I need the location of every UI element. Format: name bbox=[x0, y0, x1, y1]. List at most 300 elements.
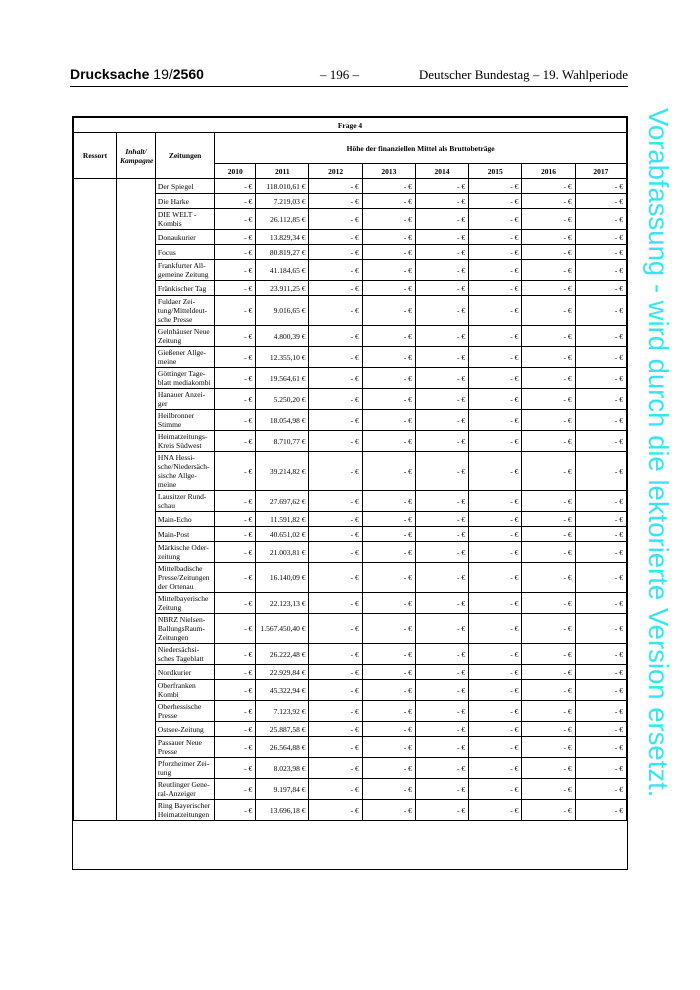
newspaper-name: Oberhessische Presse bbox=[155, 701, 214, 722]
col-funding-header: Höhe der finanziellen Mittel als Bruttobeträge bbox=[215, 133, 627, 164]
newspaper-name: Die Harke bbox=[155, 194, 214, 209]
amount-cell: - € bbox=[469, 779, 522, 800]
amount-cell: - € bbox=[362, 593, 415, 614]
amount-cell: - € bbox=[309, 368, 362, 389]
amount-cell: - € bbox=[415, 230, 468, 245]
amount-cell: 13.829,34 € bbox=[256, 230, 309, 245]
amount-cell: - € bbox=[309, 758, 362, 779]
amount-cell: - € bbox=[309, 614, 362, 644]
amount-cell: - € bbox=[575, 779, 626, 800]
amount-cell: 22.929,84 € bbox=[256, 665, 309, 680]
amount-cell: - € bbox=[522, 779, 575, 800]
table-row bbox=[74, 245, 627, 260]
amount-cell: - € bbox=[309, 779, 362, 800]
amount-cell: - € bbox=[575, 665, 626, 680]
table-row bbox=[74, 542, 627, 563]
amount-cell: - € bbox=[522, 347, 575, 368]
amount-cell: - € bbox=[215, 680, 256, 701]
amount-cell: - € bbox=[362, 644, 415, 665]
newspaper-name: Märkische Oder-zeitung bbox=[155, 542, 214, 563]
amount-cell: - € bbox=[415, 410, 468, 431]
year-header: 2013 bbox=[362, 164, 415, 179]
amount-cell: - € bbox=[415, 326, 468, 347]
table-row bbox=[74, 722, 627, 737]
amount-cell: - € bbox=[469, 431, 522, 452]
amount-cell: - € bbox=[469, 644, 522, 665]
amount-cell: - € bbox=[215, 281, 256, 296]
amount-cell: 45.322,94 € bbox=[256, 680, 309, 701]
table-row bbox=[74, 779, 627, 800]
amount-cell: - € bbox=[215, 665, 256, 680]
amount-cell: - € bbox=[215, 347, 256, 368]
amount-cell: - € bbox=[575, 410, 626, 431]
amount-cell: - € bbox=[362, 326, 415, 347]
amount-cell: - € bbox=[469, 722, 522, 737]
amount-cell: - € bbox=[309, 512, 362, 527]
amount-cell: 18.054,98 € bbox=[256, 410, 309, 431]
amount-cell: - € bbox=[309, 563, 362, 593]
page-header bbox=[70, 64, 628, 87]
amount-cell: - € bbox=[215, 260, 256, 281]
newspaper-name: Reutlinger Gene-ral-Anzeiger bbox=[155, 779, 214, 800]
amount-cell: - € bbox=[522, 737, 575, 758]
amount-cell: - € bbox=[415, 665, 468, 680]
amount-cell: - € bbox=[469, 800, 522, 821]
amount-cell: - € bbox=[415, 593, 468, 614]
amount-cell: - € bbox=[309, 260, 362, 281]
amount-cell: - € bbox=[575, 347, 626, 368]
parliament-title: Deutscher Bundestag – 19. Wahlperiode bbox=[418, 67, 628, 82]
amount-cell: - € bbox=[215, 542, 256, 563]
amount-cell: 40.651,02 € bbox=[256, 527, 309, 542]
funding-table bbox=[72, 116, 628, 870]
amount-cell: - € bbox=[469, 665, 522, 680]
amount-cell: - € bbox=[415, 779, 468, 800]
amount-cell: 7.219,03 € bbox=[256, 194, 309, 209]
amount-cell: - € bbox=[575, 701, 626, 722]
amount-cell: - € bbox=[469, 512, 522, 527]
amount-cell: - € bbox=[575, 245, 626, 260]
amount-cell: - € bbox=[362, 563, 415, 593]
amount-cell: - € bbox=[415, 512, 468, 527]
inhalt-cell bbox=[117, 179, 156, 821]
amount-cell: - € bbox=[309, 680, 362, 701]
amount-cell: 11.591,82 € bbox=[256, 512, 309, 527]
table-row bbox=[74, 614, 627, 644]
amount-cell: - € bbox=[575, 431, 626, 452]
amount-cell: - € bbox=[415, 347, 468, 368]
amount-cell: - € bbox=[362, 779, 415, 800]
ressort-cell bbox=[74, 179, 117, 821]
newspaper-name: HNA Hessi-sche/Niedersäch-sische Allge-meine bbox=[155, 452, 214, 491]
amount-cell: 26.564,88 € bbox=[256, 737, 309, 758]
newspaper-name: Heimatzeitungs-Kreis Südwest bbox=[155, 431, 214, 452]
amount-cell: - € bbox=[575, 758, 626, 779]
table-row bbox=[74, 593, 627, 614]
newspaper-name: Niedersächsi-sches Tageblatt bbox=[155, 644, 214, 665]
amount-cell: 21.003,81 € bbox=[256, 542, 309, 563]
amount-cell: - € bbox=[215, 296, 256, 326]
amount-cell: - € bbox=[469, 389, 522, 410]
amount-cell: - € bbox=[415, 296, 468, 326]
amount-cell: - € bbox=[469, 260, 522, 281]
newspaper-name: Main-Post bbox=[155, 527, 214, 542]
newspaper-name: Main-Echo bbox=[155, 512, 214, 527]
amount-cell: - € bbox=[309, 296, 362, 326]
amount-cell: - € bbox=[469, 326, 522, 347]
amount-cell: - € bbox=[415, 431, 468, 452]
amount-cell: - € bbox=[309, 542, 362, 563]
amount-cell: - € bbox=[362, 512, 415, 527]
amount-cell: - € bbox=[415, 542, 468, 563]
amount-cell: - € bbox=[415, 389, 468, 410]
amount-cell: - € bbox=[575, 563, 626, 593]
amount-cell: - € bbox=[309, 737, 362, 758]
amount-cell: - € bbox=[309, 722, 362, 737]
table-row bbox=[74, 326, 627, 347]
amount-cell: - € bbox=[469, 194, 522, 209]
amount-cell: - € bbox=[362, 722, 415, 737]
amount-cell: - € bbox=[362, 665, 415, 680]
amount-cell: - € bbox=[309, 326, 362, 347]
amount-cell: - € bbox=[575, 260, 626, 281]
amount-cell: - € bbox=[575, 281, 626, 296]
amount-cell: - € bbox=[575, 491, 626, 512]
amount-cell: - € bbox=[309, 389, 362, 410]
amount-cell: - € bbox=[469, 758, 522, 779]
amount-cell: - € bbox=[415, 245, 468, 260]
newspaper-name: Hanauer Anzei-ger bbox=[155, 389, 214, 410]
amount-cell: - € bbox=[415, 737, 468, 758]
amount-cell: - € bbox=[362, 758, 415, 779]
table-row bbox=[74, 800, 627, 821]
table-row bbox=[74, 194, 627, 209]
amount-cell: - € bbox=[469, 245, 522, 260]
table-row bbox=[74, 737, 627, 758]
table-row bbox=[74, 491, 627, 512]
amount-cell: - € bbox=[362, 701, 415, 722]
amount-cell: - € bbox=[309, 431, 362, 452]
newspaper-name: Göttinger Tage-blatt mediakombi bbox=[155, 368, 214, 389]
amount-cell: - € bbox=[309, 209, 362, 230]
amount-cell: 9.016,65 € bbox=[256, 296, 309, 326]
amount-cell: - € bbox=[362, 527, 415, 542]
amount-cell: - € bbox=[575, 368, 626, 389]
newspaper-name: Ring Bayerischer Heimatzeitungen bbox=[155, 800, 214, 821]
newspaper-name: Fuldaer Zei-tung/Mitteldeut-sche Presse bbox=[155, 296, 214, 326]
newspaper-name: Mittelbadische Presse/Zeitungen der Ortenau bbox=[155, 563, 214, 593]
amount-cell: - € bbox=[575, 326, 626, 347]
amount-cell: - € bbox=[522, 563, 575, 593]
amount-cell: - € bbox=[415, 491, 468, 512]
amount-cell: - € bbox=[215, 614, 256, 644]
amount-cell: - € bbox=[469, 410, 522, 431]
table-row bbox=[74, 431, 627, 452]
table-row bbox=[74, 701, 627, 722]
amount-cell: - € bbox=[362, 347, 415, 368]
amount-cell: - € bbox=[415, 194, 468, 209]
amount-cell: - € bbox=[215, 527, 256, 542]
amount-cell: - € bbox=[575, 179, 626, 194]
year-header: 2017 bbox=[575, 164, 626, 179]
amount-cell: - € bbox=[469, 542, 522, 563]
newspaper-name: Gießener Allge-meine bbox=[155, 347, 214, 368]
amount-cell: - € bbox=[469, 614, 522, 644]
amount-cell: - € bbox=[362, 542, 415, 563]
amount-cell: - € bbox=[215, 701, 256, 722]
col-inhalt-header: Inhalt/ Kampagne bbox=[117, 133, 156, 179]
newspaper-name: Nordkurier bbox=[155, 665, 214, 680]
amount-cell: - € bbox=[575, 680, 626, 701]
year-header: 2016 bbox=[522, 164, 575, 179]
amount-cell: 23.911,25 € bbox=[256, 281, 309, 296]
amount-cell: - € bbox=[522, 209, 575, 230]
amount-cell: - € bbox=[362, 209, 415, 230]
newspaper-name: Frankfurter All-gemeine Zeitung bbox=[155, 260, 214, 281]
amount-cell: - € bbox=[215, 644, 256, 665]
amount-cell: - € bbox=[522, 431, 575, 452]
amount-cell: - € bbox=[575, 737, 626, 758]
amount-cell: - € bbox=[362, 194, 415, 209]
amount-cell: - € bbox=[415, 281, 468, 296]
newspaper-name: Oberfranken Kombi bbox=[155, 680, 214, 701]
amount-cell: 1.567.450,40 € bbox=[256, 614, 309, 644]
amount-cell: - € bbox=[575, 389, 626, 410]
amount-cell: - € bbox=[362, 737, 415, 758]
amount-cell: 26.222,48 € bbox=[256, 644, 309, 665]
amount-cell: - € bbox=[362, 800, 415, 821]
amount-cell: - € bbox=[309, 491, 362, 512]
newspaper-name: DIE WELT - Kombis bbox=[155, 209, 214, 230]
table-row bbox=[74, 512, 627, 527]
amount-cell: 80.819,27 € bbox=[256, 245, 309, 260]
amount-cell: - € bbox=[522, 260, 575, 281]
amount-cell: - € bbox=[522, 512, 575, 527]
newspaper-name: Heilbronner Stimme bbox=[155, 410, 214, 431]
amount-cell: - € bbox=[415, 680, 468, 701]
amount-cell: - € bbox=[415, 368, 468, 389]
newspaper-name: Focus bbox=[155, 245, 214, 260]
amount-cell: - € bbox=[309, 593, 362, 614]
funding-table-grid bbox=[73, 117, 627, 821]
amount-cell: - € bbox=[215, 410, 256, 431]
amount-cell: - € bbox=[575, 512, 626, 527]
table-row bbox=[74, 209, 627, 230]
amount-cell: - € bbox=[215, 431, 256, 452]
amount-cell: - € bbox=[469, 563, 522, 593]
amount-cell: - € bbox=[522, 452, 575, 491]
table-row bbox=[74, 665, 627, 680]
newspaper-name: Der Spiegel bbox=[155, 179, 214, 194]
amount-cell: 118.010,61 € bbox=[256, 179, 309, 194]
table-row bbox=[74, 368, 627, 389]
amount-cell: - € bbox=[215, 389, 256, 410]
amount-cell: - € bbox=[522, 644, 575, 665]
table-row bbox=[74, 758, 627, 779]
newspaper-name: Passauer Neue Presse bbox=[155, 737, 214, 758]
amount-cell: - € bbox=[469, 347, 522, 368]
amount-cell: - € bbox=[469, 281, 522, 296]
year-header: 2014 bbox=[415, 164, 468, 179]
table-row bbox=[74, 563, 627, 593]
amount-cell: - € bbox=[362, 296, 415, 326]
amount-cell: - € bbox=[522, 542, 575, 563]
amount-cell: - € bbox=[309, 644, 362, 665]
amount-cell: - € bbox=[469, 209, 522, 230]
amount-cell: 12.355,10 € bbox=[256, 347, 309, 368]
newspaper-name: Donaukurier bbox=[155, 230, 214, 245]
amount-cell: 22.123,13 € bbox=[256, 593, 309, 614]
amount-cell: - € bbox=[362, 491, 415, 512]
amount-cell: 9.197,84 € bbox=[256, 779, 309, 800]
page-number: – 196 – bbox=[320, 67, 359, 82]
newspaper-name: Gelnhäuser Neue Zeitung bbox=[155, 326, 214, 347]
amount-cell: - € bbox=[415, 701, 468, 722]
amount-cell: - € bbox=[575, 527, 626, 542]
amount-cell: - € bbox=[522, 800, 575, 821]
amount-cell: - € bbox=[309, 800, 362, 821]
amount-cell: - € bbox=[522, 389, 575, 410]
amount-cell: - € bbox=[362, 368, 415, 389]
table-row bbox=[74, 347, 627, 368]
amount-cell: - € bbox=[309, 410, 362, 431]
amount-cell: - € bbox=[215, 593, 256, 614]
table-row bbox=[74, 452, 627, 491]
amount-cell: - € bbox=[309, 527, 362, 542]
amount-cell: - € bbox=[469, 593, 522, 614]
amount-cell: - € bbox=[362, 230, 415, 245]
amount-cell: - € bbox=[469, 368, 522, 389]
amount-cell: 5.250,20 € bbox=[256, 389, 309, 410]
table-row bbox=[74, 260, 627, 281]
amount-cell: - € bbox=[522, 194, 575, 209]
amount-cell: - € bbox=[415, 563, 468, 593]
amount-cell: - € bbox=[215, 326, 256, 347]
newspaper-name: Fränkischer Tag bbox=[155, 281, 214, 296]
amount-cell: - € bbox=[575, 296, 626, 326]
amount-cell: 13.696,18 € bbox=[256, 800, 309, 821]
amount-cell: - € bbox=[522, 179, 575, 194]
amount-cell: - € bbox=[469, 491, 522, 512]
table-row bbox=[74, 527, 627, 542]
amount-cell: - € bbox=[522, 281, 575, 296]
amount-cell: - € bbox=[362, 614, 415, 644]
amount-cell: - € bbox=[575, 542, 626, 563]
amount-cell: - € bbox=[362, 179, 415, 194]
amount-cell: 19.564,61 € bbox=[256, 368, 309, 389]
amount-cell: - € bbox=[522, 491, 575, 512]
amount-cell: - € bbox=[469, 701, 522, 722]
amount-cell: - € bbox=[215, 563, 256, 593]
year-header: 2011 bbox=[256, 164, 309, 179]
amount-cell: - € bbox=[215, 452, 256, 491]
watermark-text: Vorabfassung - wird durch die lektorierte Version ersetzt. bbox=[643, 108, 674, 798]
amount-cell: - € bbox=[415, 758, 468, 779]
amount-cell: - € bbox=[309, 179, 362, 194]
amount-cell: - € bbox=[215, 722, 256, 737]
table-row bbox=[74, 680, 627, 701]
amount-cell: - € bbox=[309, 245, 362, 260]
amount-cell: 39.214,82 € bbox=[256, 452, 309, 491]
amount-cell: - € bbox=[215, 758, 256, 779]
col-zeitungen-header: Zeitungen bbox=[155, 133, 214, 179]
amount-cell: - € bbox=[309, 452, 362, 491]
amount-cell: - € bbox=[309, 665, 362, 680]
amount-cell: - € bbox=[522, 614, 575, 644]
table-row bbox=[74, 296, 627, 326]
amount-cell: - € bbox=[362, 260, 415, 281]
amount-cell: 4.800,39 € bbox=[256, 326, 309, 347]
amount-cell: - € bbox=[415, 722, 468, 737]
amount-cell: - € bbox=[362, 245, 415, 260]
amount-cell: - € bbox=[415, 800, 468, 821]
newspaper-name: Mittelbayerische Zeitung bbox=[155, 593, 214, 614]
amount-cell: - € bbox=[575, 614, 626, 644]
amount-cell: - € bbox=[522, 296, 575, 326]
year-header: 2015 bbox=[469, 164, 522, 179]
amount-cell: - € bbox=[522, 665, 575, 680]
table-row bbox=[74, 644, 627, 665]
amount-cell: - € bbox=[362, 452, 415, 491]
amount-cell: - € bbox=[575, 230, 626, 245]
amount-cell: 41.184,65 € bbox=[256, 260, 309, 281]
amount-cell: - € bbox=[415, 209, 468, 230]
amount-cell: - € bbox=[575, 593, 626, 614]
amount-cell: - € bbox=[362, 389, 415, 410]
year-header: 2012 bbox=[309, 164, 362, 179]
amount-cell: - € bbox=[215, 800, 256, 821]
amount-cell: - € bbox=[522, 722, 575, 737]
amount-cell: 8.023,98 € bbox=[256, 758, 309, 779]
table-row bbox=[74, 179, 627, 194]
amount-cell: - € bbox=[469, 179, 522, 194]
amount-cell: - € bbox=[575, 209, 626, 230]
amount-cell: - € bbox=[215, 512, 256, 527]
amount-cell: - € bbox=[362, 410, 415, 431]
document-number: Drucksache 19/2560 bbox=[70, 66, 204, 82]
amount-cell: - € bbox=[362, 281, 415, 296]
amount-cell: - € bbox=[522, 701, 575, 722]
amount-cell: - € bbox=[522, 680, 575, 701]
amount-cell: - € bbox=[415, 179, 468, 194]
amount-cell: 25.887,58 € bbox=[256, 722, 309, 737]
table-row bbox=[74, 281, 627, 296]
amount-cell: - € bbox=[215, 179, 256, 194]
amount-cell: - € bbox=[362, 431, 415, 452]
amount-cell: - € bbox=[309, 347, 362, 368]
amount-cell: - € bbox=[469, 230, 522, 245]
amount-cell: 16.140,09 € bbox=[256, 563, 309, 593]
amount-cell: - € bbox=[575, 452, 626, 491]
table-row bbox=[74, 389, 627, 410]
amount-cell: 7.123,92 € bbox=[256, 701, 309, 722]
amount-cell: - € bbox=[469, 680, 522, 701]
amount-cell: - € bbox=[469, 296, 522, 326]
amount-cell: - € bbox=[362, 680, 415, 701]
amount-cell: - € bbox=[469, 737, 522, 758]
amount-cell: 26.112,85 € bbox=[256, 209, 309, 230]
amount-cell: - € bbox=[309, 701, 362, 722]
amount-cell: - € bbox=[522, 527, 575, 542]
amount-cell: - € bbox=[415, 614, 468, 644]
amount-cell: - € bbox=[215, 209, 256, 230]
draft-watermark bbox=[638, 108, 678, 908]
newspaper-name: Pforzheimer Zei-tung bbox=[155, 758, 214, 779]
year-header: 2010 bbox=[215, 164, 256, 179]
amount-cell: - € bbox=[469, 527, 522, 542]
amount-cell: - € bbox=[522, 368, 575, 389]
amount-cell: - € bbox=[575, 644, 626, 665]
